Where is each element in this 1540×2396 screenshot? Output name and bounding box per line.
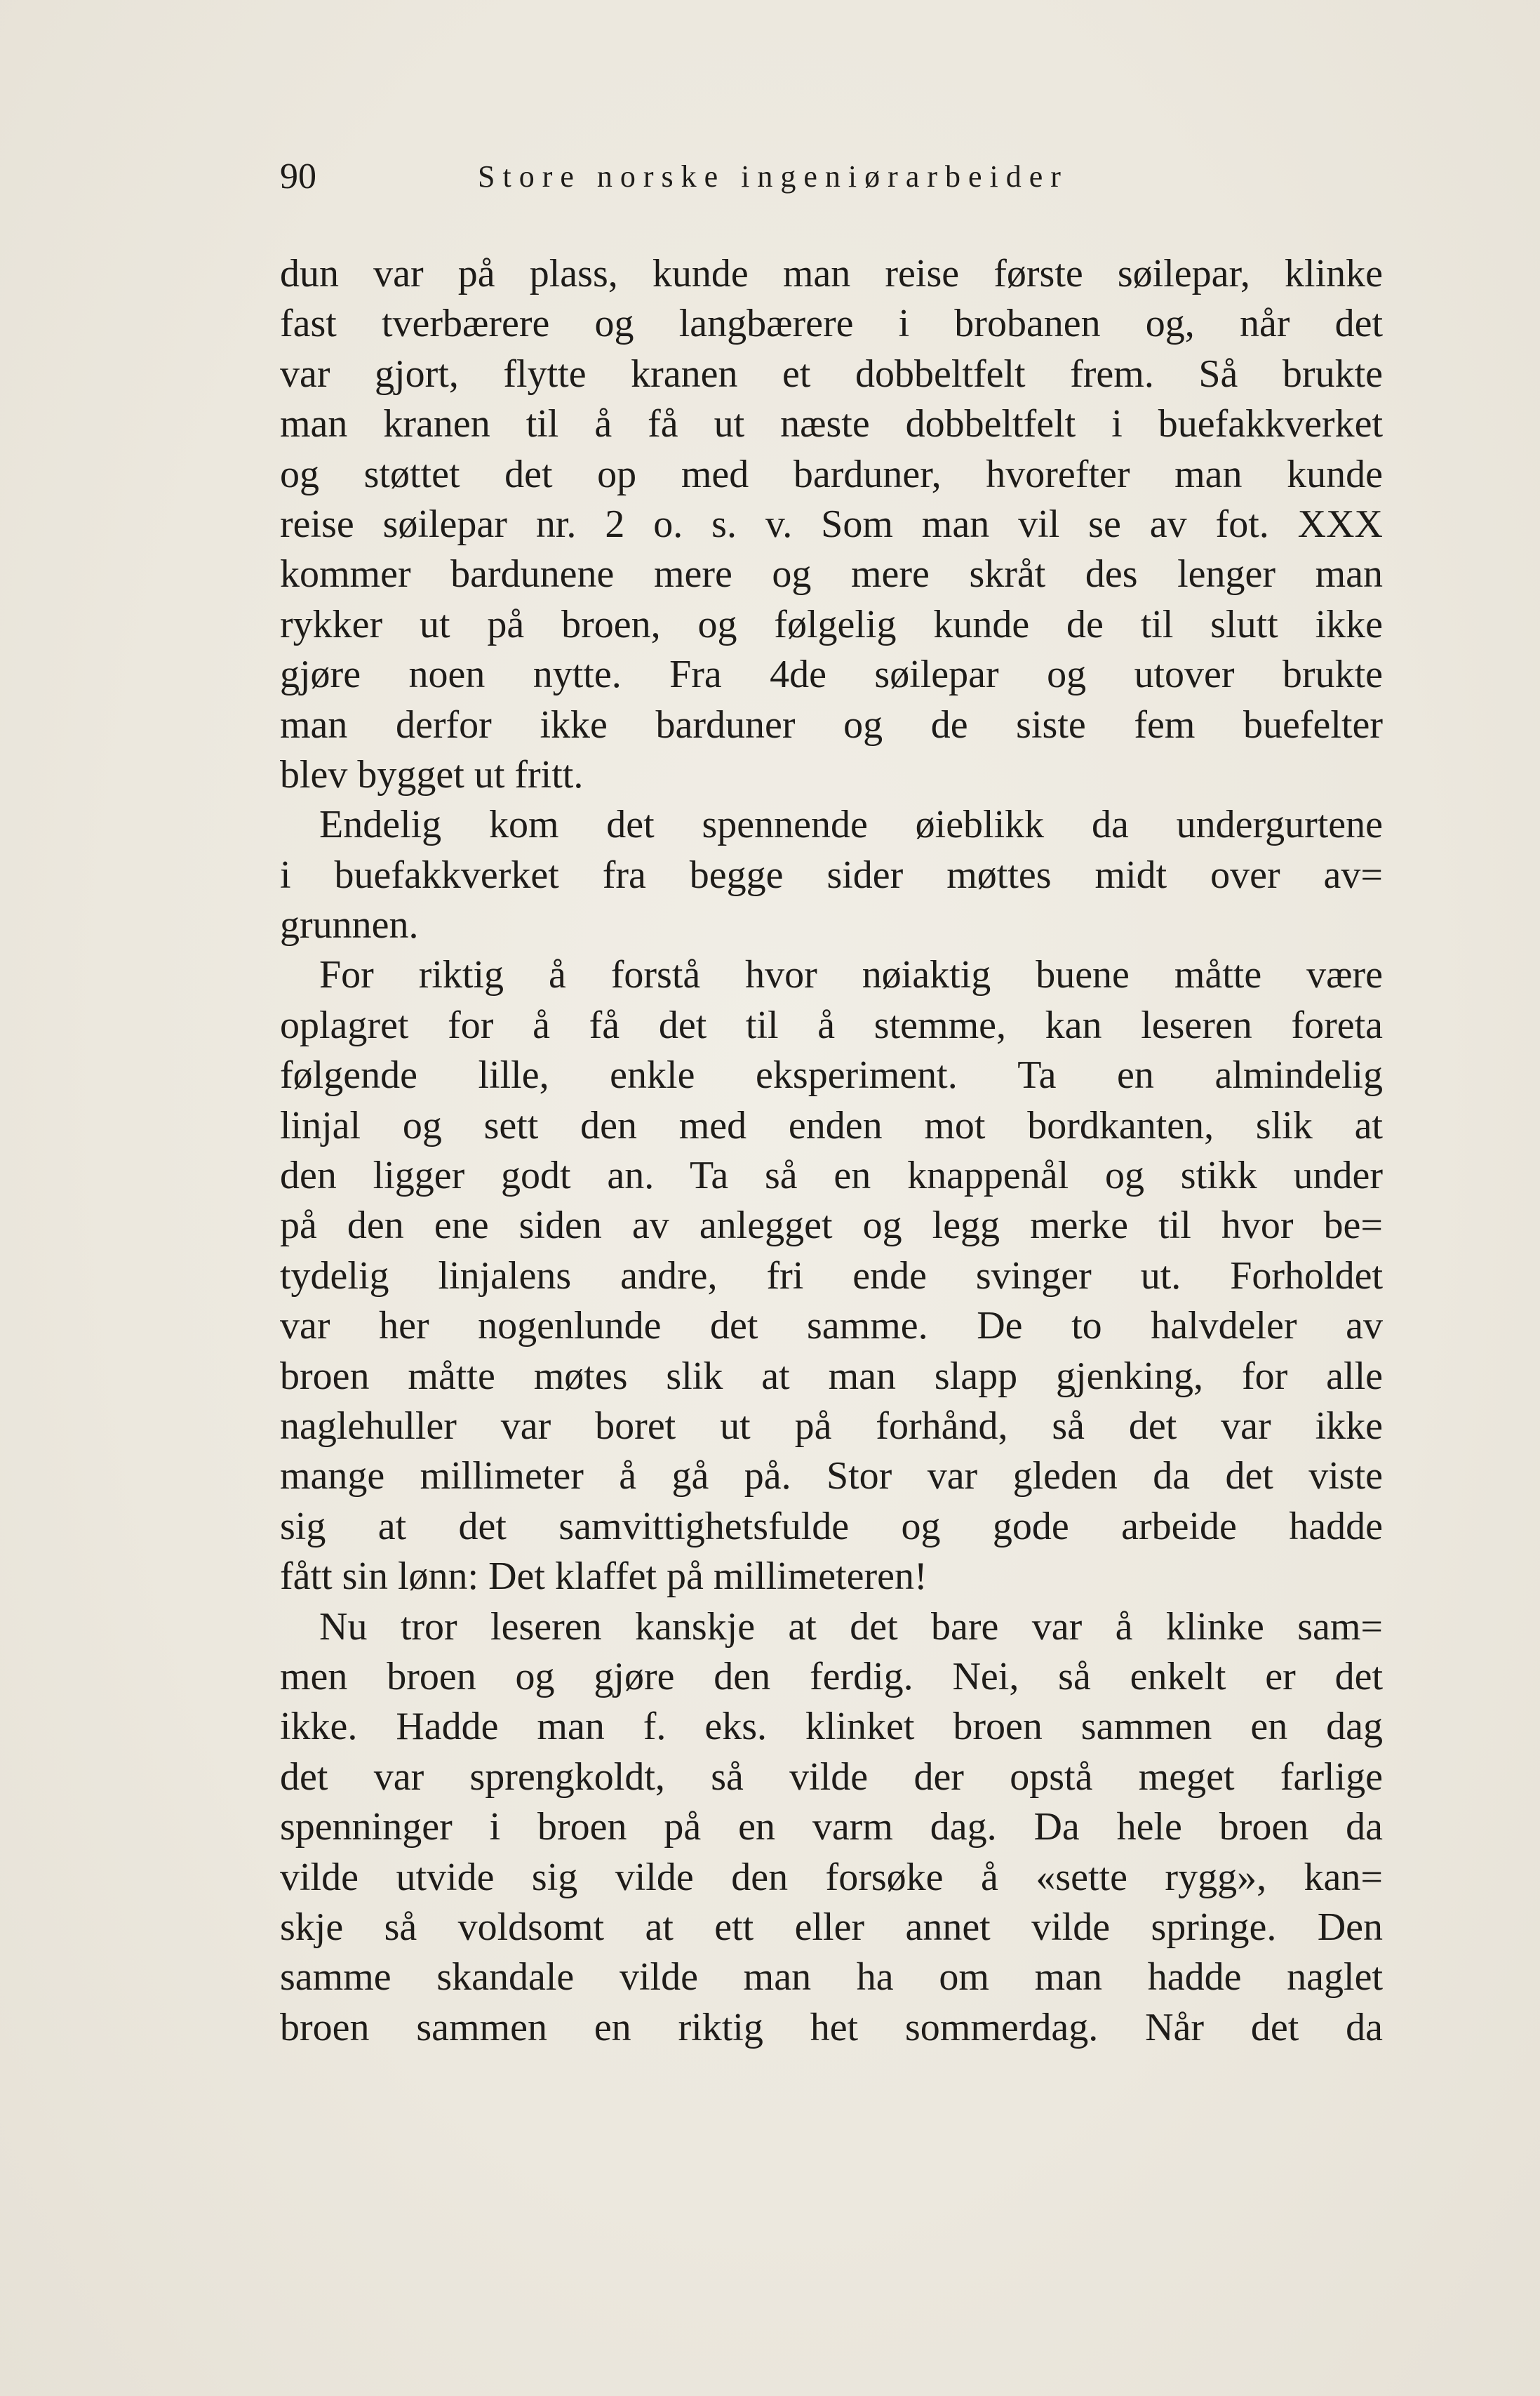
text-line: på den ene siden av anlegget og legg merke til hvor be= <box>280 1204 1383 1248</box>
text-line: For riktig å forstå hvor nøiaktig buene måtte være <box>319 953 1383 997</box>
text-line: naglehuller var boret ut på forhånd, så det var ikke <box>280 1404 1383 1448</box>
text-line: man kranen til å få ut næste dobbeltfelt i buefakkverket <box>280 402 1383 446</box>
text-line: man derfor ikke barduner og de siste fem buefelter <box>280 703 1383 747</box>
text-line: fast tverbærere og langbærere i brobanen og, når det <box>280 302 1383 346</box>
running-title: Store norske ingeniørarbeider <box>478 159 1069 194</box>
running-head <box>280 156 1388 198</box>
text-line: broen måtte møtes slik at man slapp gjenking, for alle <box>280 1354 1383 1398</box>
text-line: vilde utvide sig vilde den forsøke å «sette rygg», kan= <box>280 1855 1383 1899</box>
text-line: følgende lille, enkle eksperiment. Ta en almindelig <box>280 1053 1383 1098</box>
text-line: den ligger godt an. Ta så en knappenål og stikk under <box>280 1154 1383 1198</box>
text-line: men broen og gjøre den ferdig. Nei, så enkelt er det <box>280 1654 1383 1698</box>
text-line: dun var på plass, kunde man reise første søilepar, klinke <box>280 252 1383 295</box>
text-line: grunnen. <box>280 903 419 947</box>
text-line: var gjort, flytte kranen et dobbeltfelt frem. Så brukte <box>280 352 1383 396</box>
body-text <box>280 249 1383 2053</box>
text-line: var her nogenlunde det samme. De to halvdeler av <box>280 1304 1383 1348</box>
text-line: kommer bardunene mere og mere skråt des lenger man <box>280 552 1383 597</box>
text-line: Nu tror leseren kanskje at det bare var å klinke sam= <box>319 1604 1383 1649</box>
text-line: Endelig kom det spennende øieblikk da undergurtene <box>319 803 1383 847</box>
text-line: skje så voldsomt at ett eller annet vilde springe. Den <box>280 1905 1383 1949</box>
text-line: blev bygget ut fritt. <box>280 752 584 797</box>
page-number: 90 <box>280 157 316 197</box>
text-line: reise søilepar nr. 2 o. s. v. Som man vil se av fot. XXX <box>280 502 1383 546</box>
text-line: mange millimeter å gå på. Stor var gleden da det viste <box>280 1454 1383 1498</box>
text-line: gjøre noen nytte. Fra 4de søilepar og utover brukte <box>280 653 1383 697</box>
text-line: spenninger i broen på en varm dag. Da hele broen da <box>280 1805 1383 1849</box>
text-line: og støttet det op med barduner, hvorefter man kunde <box>280 452 1383 496</box>
text-line: det var sprengkoldt, så vilde der opstå meget farlige <box>280 1755 1383 1799</box>
paragraph-4 <box>280 1602 1383 2054</box>
paragraph-3 <box>280 950 1383 1602</box>
text-line: broen sammen en riktig het sommerdag. Når det da <box>280 2005 1383 2049</box>
paragraph-1 <box>280 249 1383 800</box>
text-line: rykker ut på broen, og følgelig kunde de til slutt ikke <box>280 602 1383 646</box>
text-line: samme skandale vilde man ha om man hadde naglet <box>280 1955 1383 1999</box>
text-line: oplagret for å få det til å stemme, kan leseren foreta <box>280 1003 1383 1047</box>
text-line: tydelig linjalens andre, fri ende svinger ut. Forholdet <box>280 1253 1383 1298</box>
text-line: fått sin lønn: Det klaffet på millimeteren! <box>280 1555 928 1599</box>
text-line: sig at det samvittighetsfulde og gode arbeide hadde <box>280 1504 1383 1548</box>
text-line: linjal og sett den med enden mot bordkanten, slik at <box>280 1103 1383 1147</box>
paragraph-2 <box>280 800 1383 950</box>
text-line: ikke. Hadde man f. eks. klinket broen sammen en dag <box>280 1705 1383 1749</box>
text-line: i buefakkverket fra begge sider møttes midt over av= <box>280 853 1383 897</box>
